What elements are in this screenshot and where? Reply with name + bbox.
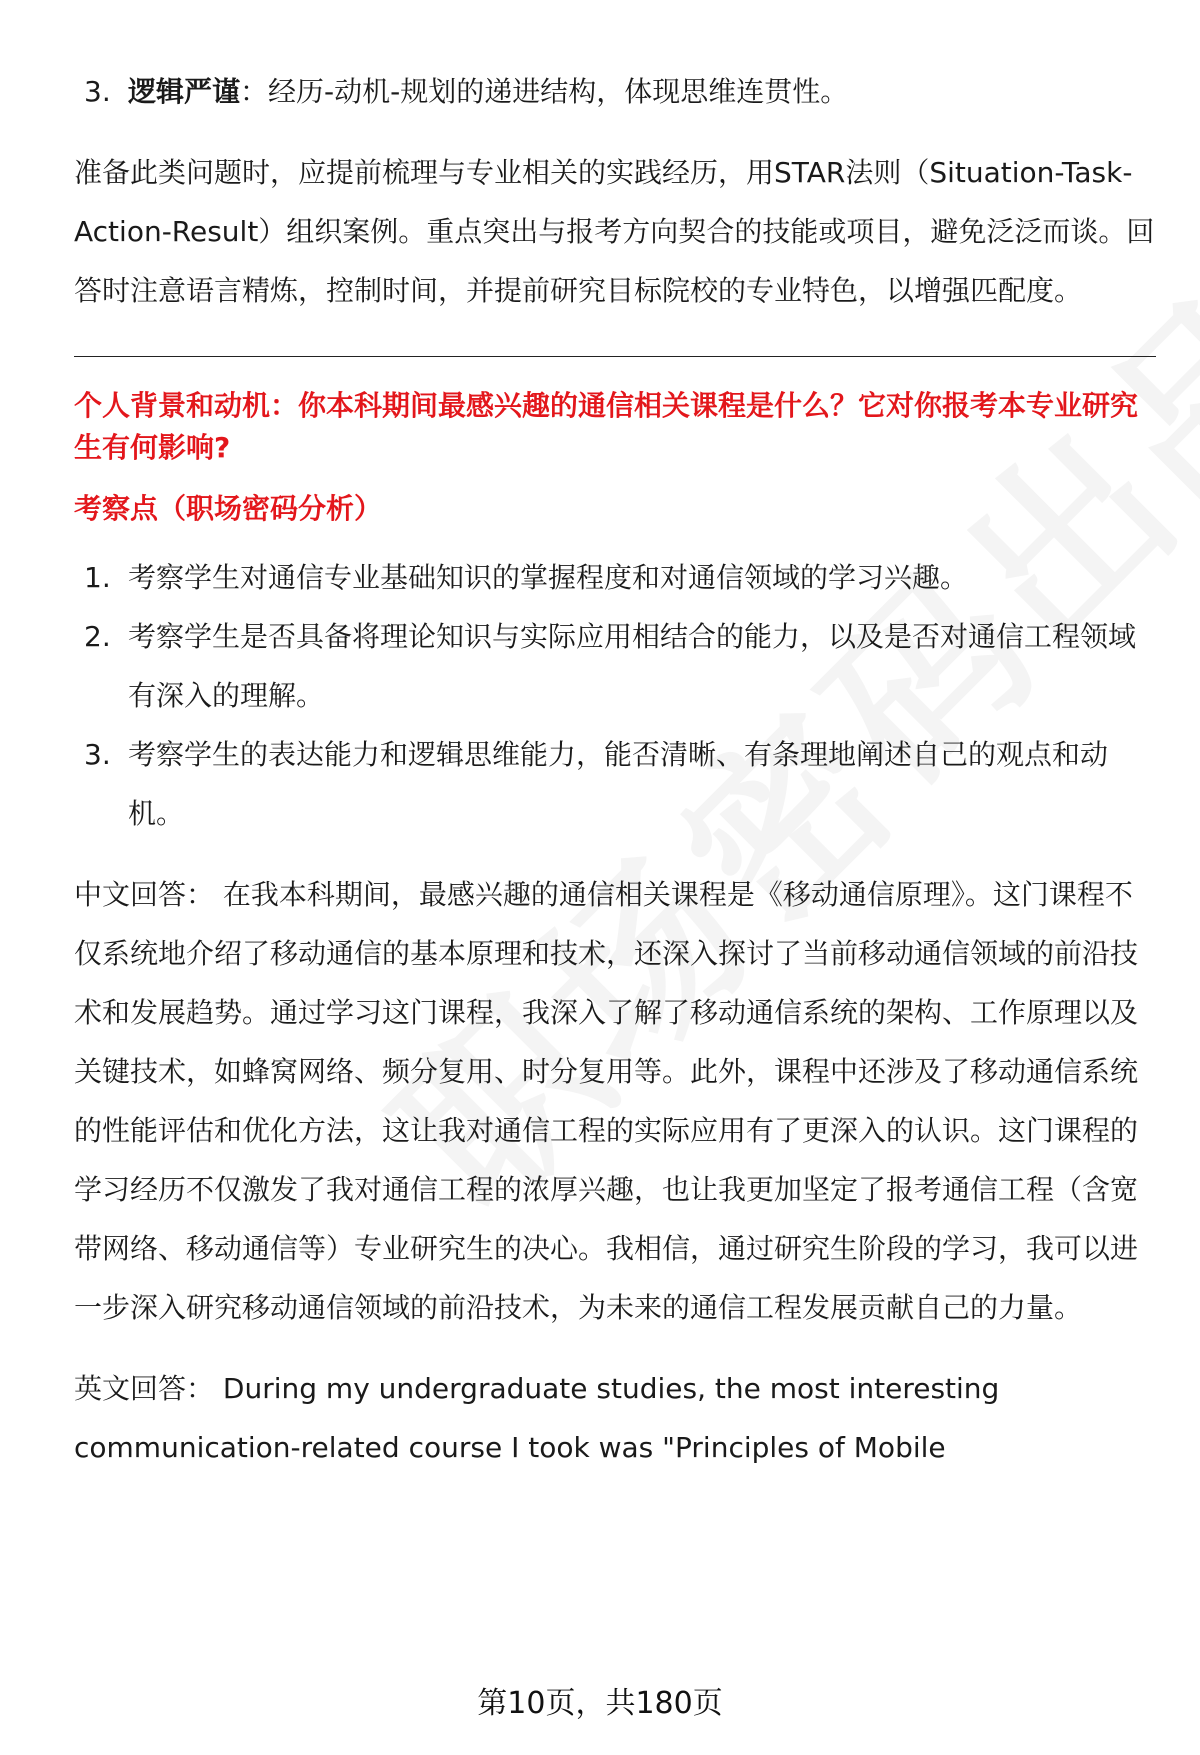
list-number: 1. — [84, 561, 111, 594]
list-item-bold: 逻辑严谨 — [128, 75, 241, 108]
page-footer: 第10页，共180页 — [477, 1686, 723, 1721]
list-number: 2. — [84, 620, 111, 653]
list-item — [74, 548, 1156, 607]
chinese-answer: 中文回答： 在我本科期间，最感兴趣的通信相关课程是《移动通信原理》。这门课程不仅系统地介绍了移动通信的基本原理和技术，还深入探讨了当前移动通信领域的前沿技术和发展趋势。通过学习这门课程，我深入了解了移动通信系统的架构、工作原理以及关键技术，如蜂窝网络、频分复用、时分复用等。此外，课程中还涉及了移动通信系统的性能评估和优化方法，这让我对通信工程的实际应用有了更深入的认识。这门课程的学习经历不仅激发了我对通信工程的浓厚兴趣，也让我更加坚定了报考通信工程（含宽带网络、移动通信等）专业研究生的决心。我相信，通过研究生阶段的学习，我可以进一步深入研究移动通信领域的前沿技术，为未来的通信工程发展贡献自己的力量。 — [74, 878, 1139, 1324]
page-content — [74, 62, 1156, 1477]
list-item — [74, 725, 1156, 843]
list-item-text: ：经历-动机-规划的递进结构，体现思维连贯性。 — [240, 75, 849, 108]
points-list — [74, 548, 1156, 843]
list-item — [74, 607, 1156, 725]
list-item-text: 考察学生的表达能力和逻辑思维能力，能否清晰、有条理地阐述自己的观点和动机。 — [128, 738, 1109, 830]
list-item-text: 考察学生是否具备将理论知识与实际应用相结合的能力，以及是否对通信工程领域有深入的理解。 — [128, 620, 1137, 712]
prep-paragraph: 准备此类问题时，应提前梳理与专业相关的实践经历，用STAR法则（Situation-Task-Action-Result）组织案例。重点突出与报考方向契合的技能或项目，避免泛泛而谈。回答时注意语言精炼，控制时间，并提前研究目标院校的专业特色，以增强匹配度。 — [74, 156, 1155, 307]
points-title: 考察点（职场密码分析） — [74, 492, 383, 525]
list-item-prev — [74, 62, 1156, 121]
list-item-text: 考察学生对通信专业基础知识的掌握程度和对通信领域的学习兴趣。 — [128, 561, 969, 594]
english-answer: 英文回答： During my undergraduate studies, the most interesting communication-related course I took was "Principles of Mobile — [74, 1372, 1000, 1464]
list-number: 3. — [84, 75, 111, 108]
question-title: 个人背景和动机：你本科期间最感兴趣的通信相关课程是什么？它对你报考本专业研究生有何影响? — [74, 389, 1139, 464]
list-number: 3. — [84, 738, 111, 771]
